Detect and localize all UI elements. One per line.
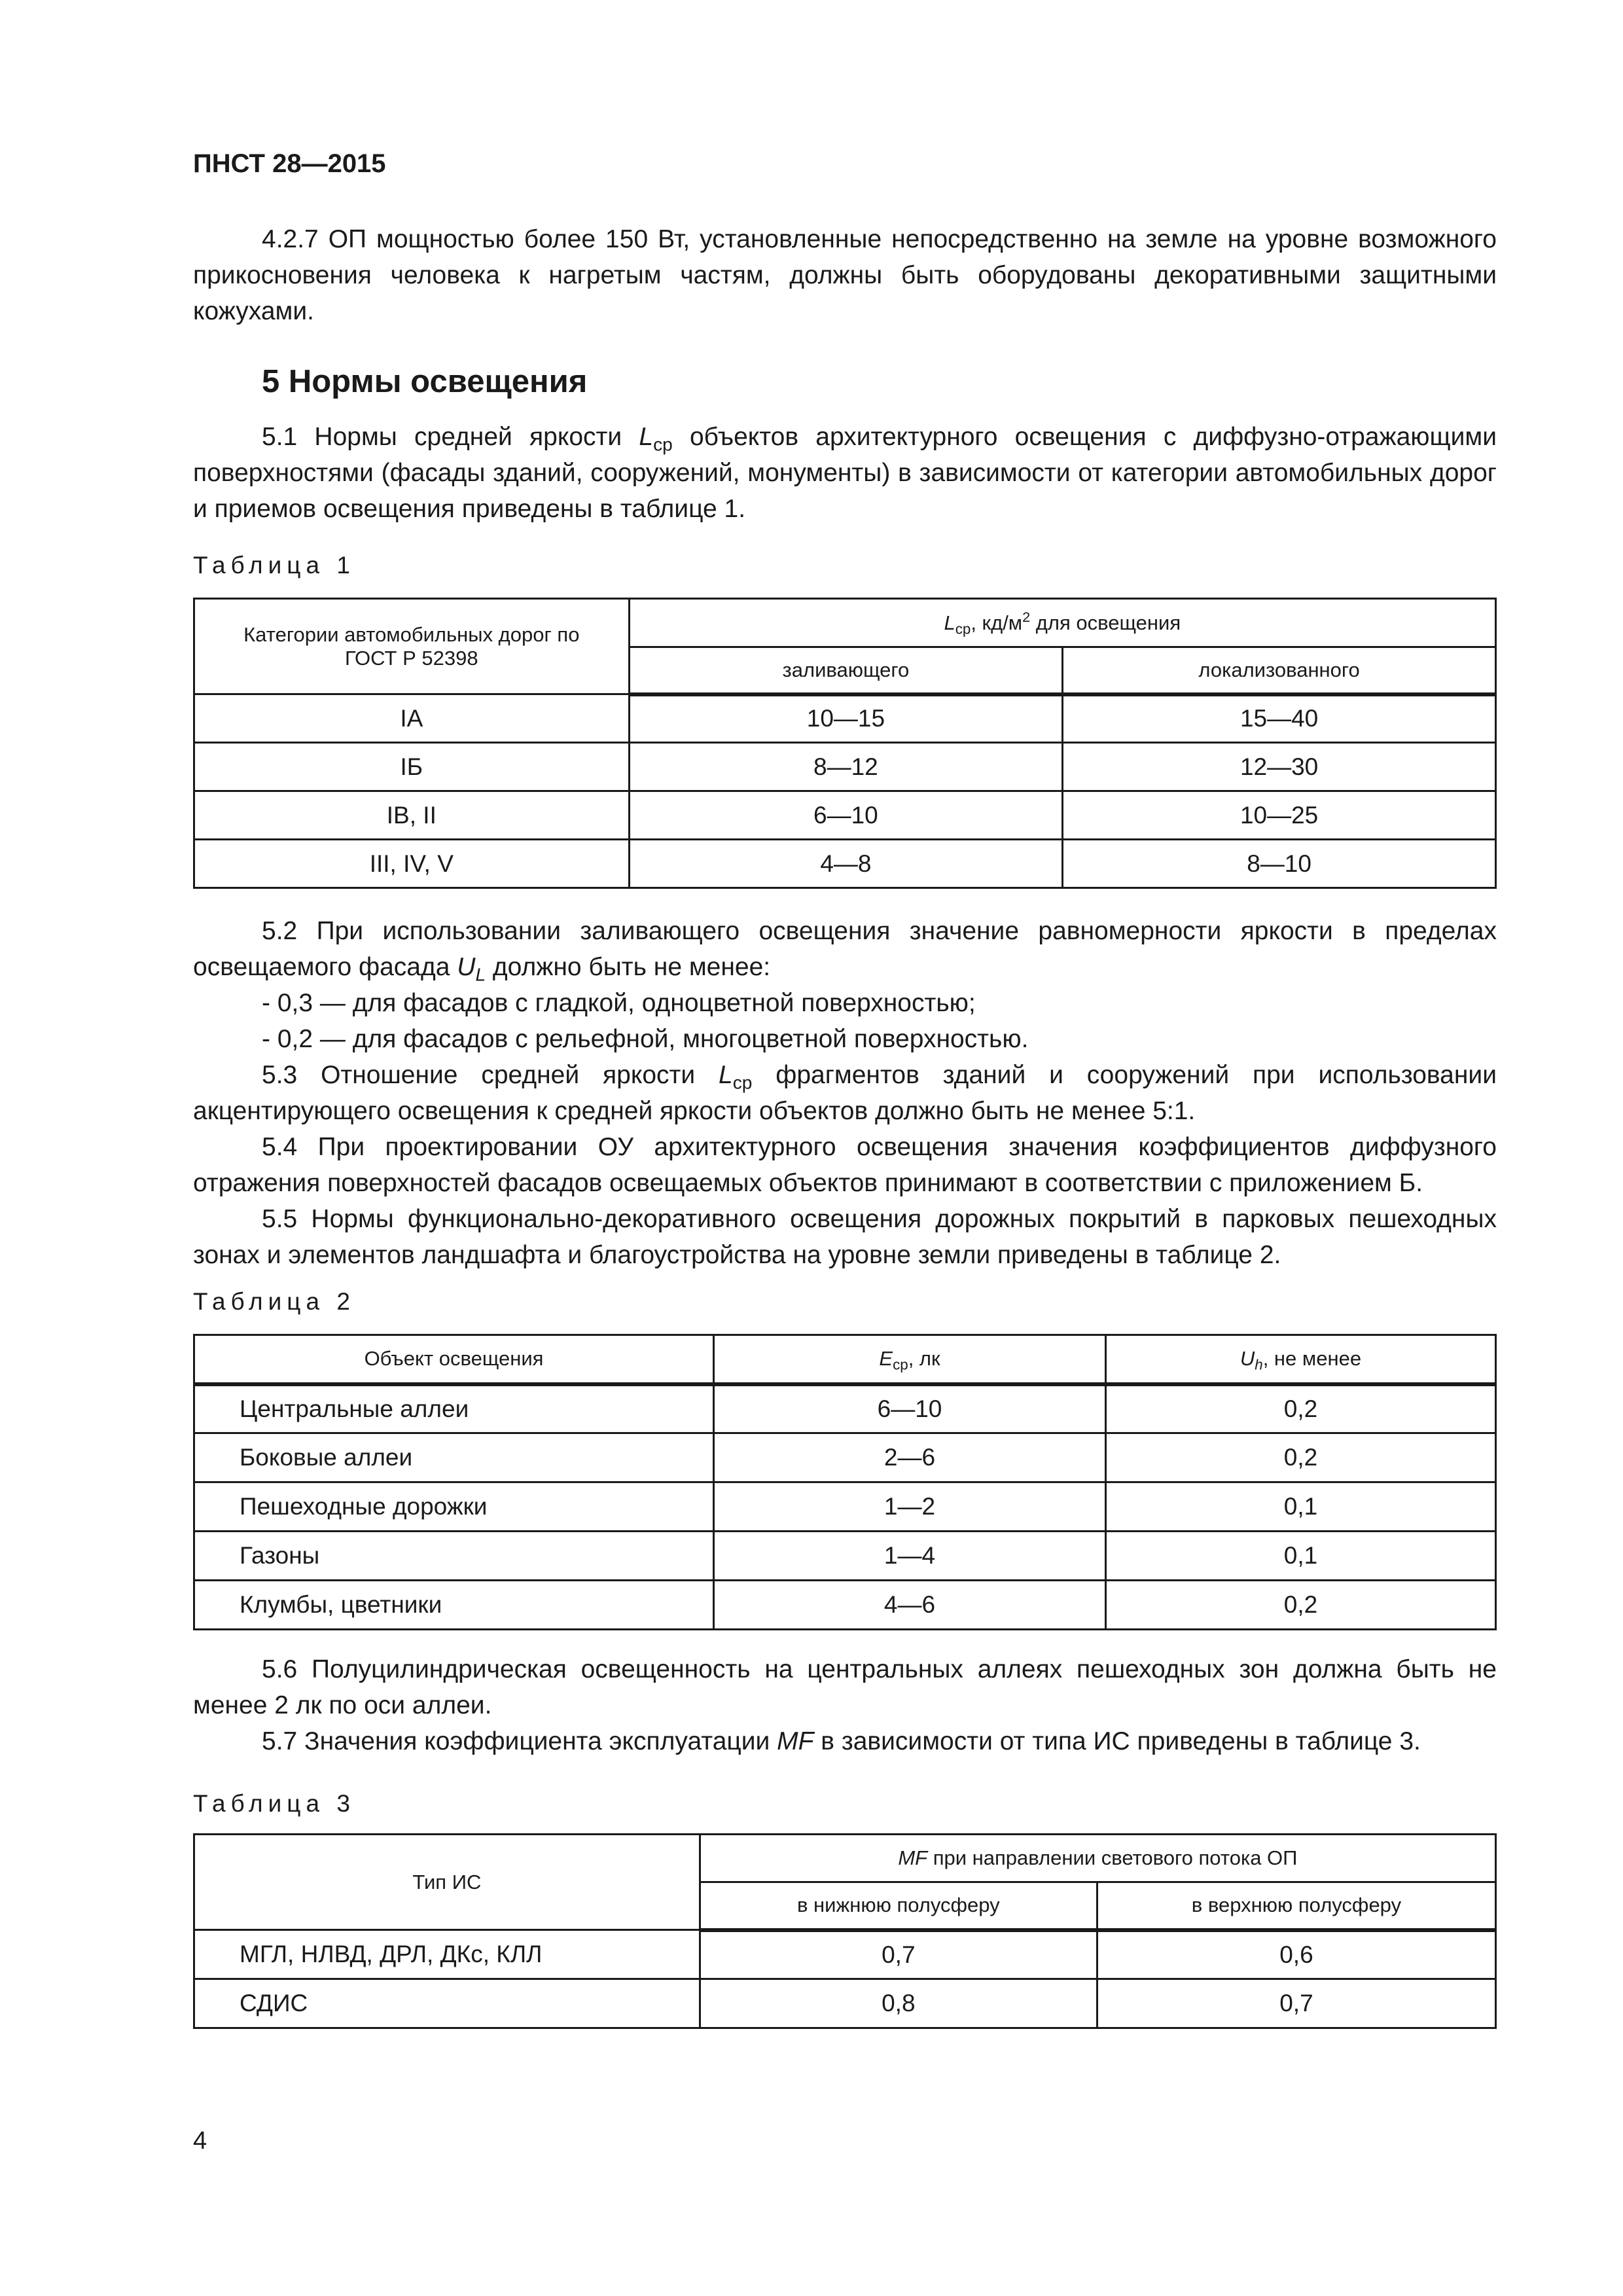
paragraph-5-6: 5.6 Полуцилиндрическая освещенность на центральных аллеях пешеходных зон должна быть не менее 2 лк по оси аллеи. <box>193 1655 1497 1719</box>
table-1-header-local: локализованного <box>1063 647 1496 694</box>
table-1-caption: Таблица 1 <box>193 552 355 579</box>
table-3-header-lower: в нижнюю полусферу <box>700 1882 1097 1930</box>
paragraph-5-7: 5.7 Значения коэффициента эксплуатации MF в зависимости от типа ИС приведены в таблице 3. <box>262 1727 1421 1755</box>
table-row: III, IV, V 4—8 8—10 <box>194 840 1496 888</box>
paragraph-5-4: 5.4 При проектировании ОУ архитектурного освещения значения коэффициентов диффузного отражения поверхностей фасадов освещаемых объектов принимают в соответствии с приложением Б. <box>193 1133 1497 1197</box>
paragraph-5-5: 5.5 Нормы функционально-декоративного освещения дорожных покрытий в парковых пешеходных зонах и элементов ландшафта и благоустройства на уровне земли приведены в таблице 2. <box>193 1205 1497 1269</box>
table-2 <box>193 1334 1497 1630</box>
section-5-title: 5 Нормы освещения <box>262 364 588 399</box>
p51-after: объектов архитектурного освещения с диффузно-отражающими поверхностями (фасады зданий, сооружений, монументы) в зависимости от категории автомобильных дорог и приемов освещения приведены в таблице 1. <box>193 423 1497 523</box>
table-row: IA 10—15 15—40 <box>194 694 1496 743</box>
table-3-header-upper: в верхнюю полусферу <box>1097 1882 1495 1930</box>
paragraphs-5-2-to-5-5 <box>193 913 1497 1273</box>
table-3-caption: Таблица 3 <box>193 1790 355 1817</box>
table-row: СДИС 0,8 0,7 <box>194 1979 1496 2028</box>
p51-symbol: L <box>639 423 654 451</box>
table-1 <box>193 598 1497 889</box>
table-3-header-type: Тип ИС <box>194 1835 700 1930</box>
paragraph-5-1 <box>193 419 1497 527</box>
table-row: Центральные аллеи 6—10 0,2 <box>194 1384 1496 1433</box>
table-row: МГЛ, НЛВД, ДРЛ, ДКс, КЛЛ 0,7 0,6 <box>194 1930 1496 1979</box>
table-2-header-uniformity: $U_h$, не менее <box>1105 1335 1495 1384</box>
p51-subscript: ср <box>653 434 673 455</box>
paragraphs-5-6-5-7 <box>193 1651 1497 1759</box>
table-row: IБ 8—12 12—30 <box>194 743 1496 791</box>
table-2-header-object: Объект освещения <box>194 1335 714 1384</box>
table-row: Клумбы, цветники 4—6 0,2 <box>194 1581 1496 1630</box>
page-number: 4 <box>193 2127 207 2155</box>
table-3-header-group: MF при направлении светового потока ОП <box>700 1835 1495 1882</box>
paragraph-5-2: 5.2 При использовании заливающего освещения значение равномерности яркости в пределах освещаемого фасада $U_L$ должно быть не менее: <box>193 917 1497 985</box>
table-row: Газоны 1—4 0,1 <box>194 1532 1496 1581</box>
table-3 <box>193 1833 1497 2029</box>
list-item: - 0,3 — для фасадов с гладкой, одноцветной поверхностью; <box>262 989 976 1017</box>
table-1-header-flood: заливающего <box>629 647 1063 694</box>
paragraph-4-2-7 <box>193 221 1497 329</box>
table-1-header-category: Категории автомобильных дорог по ГОСТ Р 52398 <box>194 599 630 694</box>
table-row: Пешеходные дорожки 1—2 0,1 <box>194 1482 1496 1532</box>
list-item: - 0,2 — для фасадов с рельефной, многоцветной поверхностью. <box>262 1025 1029 1053</box>
paragraph-5-3: 5.3 Отношение средней яркости $L_{ср}$ фрагментов зданий и сооружений при использовании акцентирующего освещения к средней яркости объектов должно быть не менее 5:1. <box>193 1061 1497 1125</box>
table-1-header-group: $L_{ср}$, $кд/м^2$ для освещения <box>629 599 1495 647</box>
document-code: ПНСТ 28—2015 <box>193 149 386 178</box>
paragraph-text: 4.2.7 ОП мощностью более 150 Вт, установленные непосредственно на земле на уровне возможного прикосновения человека к нагретым частям, должны быть оборудованы декоративными защитными кожухами. <box>193 225 1497 325</box>
p51-before: 5.1 Нормы средней яркости <box>262 423 639 451</box>
table-row: IB, II 6—10 10—25 <box>194 791 1496 840</box>
table-row: Боковые аллеи 2—6 0,2 <box>194 1433 1496 1482</box>
table-2-caption: Таблица 2 <box>193 1288 355 1315</box>
table-2-header-illuminance: $E_{ср}$, лк <box>714 1335 1106 1384</box>
